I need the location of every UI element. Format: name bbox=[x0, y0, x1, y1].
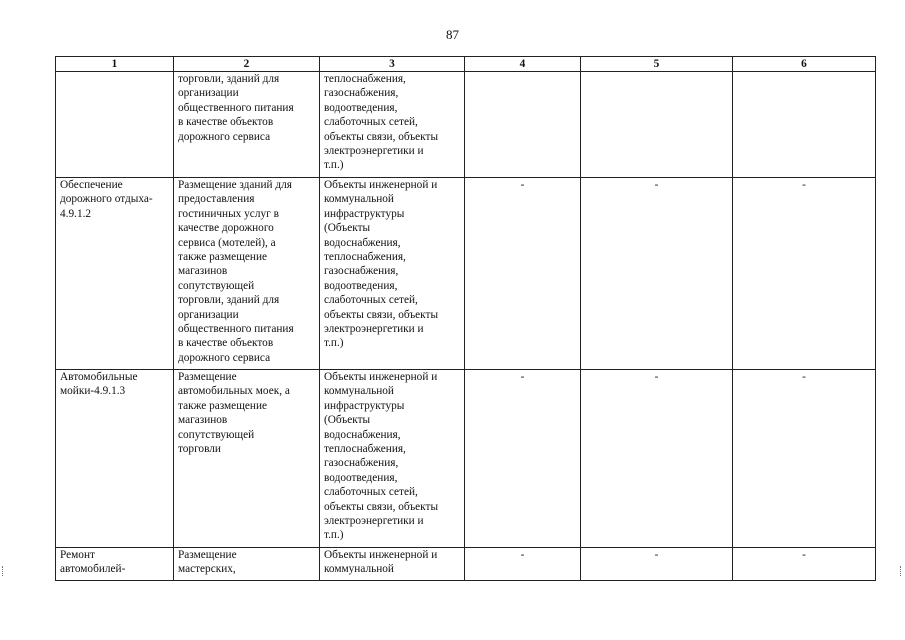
table-row bbox=[56, 72, 876, 178]
param-cell-6 bbox=[733, 178, 876, 370]
header-row bbox=[56, 57, 876, 72]
param-cell-5 bbox=[581, 72, 733, 178]
use-type-cell bbox=[56, 72, 174, 178]
param-value: - bbox=[520, 371, 525, 383]
param-value: - bbox=[654, 179, 659, 191]
auxiliary-use-cell bbox=[320, 178, 465, 370]
param-cell-5 bbox=[581, 370, 733, 548]
param-value: - bbox=[802, 179, 806, 191]
param-cell-5 bbox=[581, 178, 733, 370]
column-header-1: 1 bbox=[56, 57, 174, 72]
param-cell-5 bbox=[581, 548, 733, 581]
param-cell-4 bbox=[465, 178, 581, 370]
land-use-table bbox=[55, 56, 876, 581]
table-row bbox=[56, 370, 876, 548]
description-cell bbox=[174, 178, 320, 370]
use-type-text: Обеспечение дорожного отдыха- 4.9.1.2 bbox=[60, 179, 153, 220]
param-cell-6 bbox=[733, 72, 876, 178]
param-value: - bbox=[654, 371, 659, 383]
auxiliary-use-text: Объекты инженерной и коммунальной bbox=[324, 549, 438, 576]
auxiliary-use-cell bbox=[320, 72, 465, 178]
param-value: - bbox=[520, 549, 525, 561]
param-cell-6 bbox=[733, 548, 876, 581]
description-cell bbox=[174, 72, 320, 178]
param-cell-6 bbox=[733, 370, 876, 548]
column-header-2: 2 bbox=[174, 57, 320, 72]
param-value: - bbox=[802, 549, 806, 561]
description-text: Размещение мастерских, bbox=[178, 549, 237, 576]
scan-edge-mark-left bbox=[2, 566, 5, 576]
auxiliary-use-text: Объекты инженерной и коммунальной инфраструктуры (Объекты водоснабжения, теплоснабжения, газоснабжения, водоотведения, слаботочных сетей, объекты связи, объекты электроэнергетики и т.п.) bbox=[324, 371, 439, 542]
param-value: - bbox=[802, 371, 806, 383]
use-type-text: Автомобильные мойки-4.9.1.3 bbox=[60, 371, 138, 398]
use-type-cell bbox=[56, 178, 174, 370]
description-text: Размещение зданий для предоставления гостиничных услуг в качестве дорожного сервиса (мотелей), а также размещение магазинов сопутствующей торговли, зданий для организации общественного питания в качестве объектов дорожного сервиса bbox=[178, 179, 294, 364]
description-text: торговли, зданий для организации общественного питания в качестве объектов дорожного сервиса bbox=[178, 73, 294, 143]
auxiliary-use-cell bbox=[320, 370, 465, 548]
page-number: 87 bbox=[446, 27, 459, 42]
auxiliary-use-text: теплоснабжения, газоснабжения, водоотведения, слаботочных сетей, объекты связи, объекты электроэнергетики и т.п.) bbox=[324, 73, 439, 172]
param-value: - bbox=[654, 549, 659, 561]
auxiliary-use-cell bbox=[320, 548, 465, 581]
description-cell bbox=[174, 370, 320, 548]
param-cell-4 bbox=[465, 72, 581, 178]
param-cell-4 bbox=[465, 370, 581, 548]
use-type-cell bbox=[56, 548, 174, 581]
column-header-4: 4 bbox=[465, 57, 581, 72]
scan-edge-mark-right bbox=[900, 566, 903, 576]
param-cell-4 bbox=[465, 548, 581, 581]
column-header-5: 5 bbox=[581, 57, 733, 72]
description-cell bbox=[174, 548, 320, 581]
table-row bbox=[56, 548, 876, 581]
column-header-3: 3 bbox=[320, 57, 465, 72]
param-value: - bbox=[520, 179, 525, 191]
table-row bbox=[56, 178, 876, 370]
use-type-cell bbox=[56, 370, 174, 548]
column-header-6: 6 bbox=[733, 57, 876, 72]
auxiliary-use-text: Объекты инженерной и коммунальной инфраструктуры (Объекты водоснабжения, теплоснабжения, газоснабжения, водоотведения, слаботочных сетей, объекты связи, объекты электроэнергетики и т.п.) bbox=[324, 179, 439, 350]
use-type-text: Ремонт автомобилей- bbox=[60, 549, 126, 576]
description-text: Размещение автомобильных моек, а также размещение магазинов сопутствующей торговли bbox=[178, 371, 290, 456]
